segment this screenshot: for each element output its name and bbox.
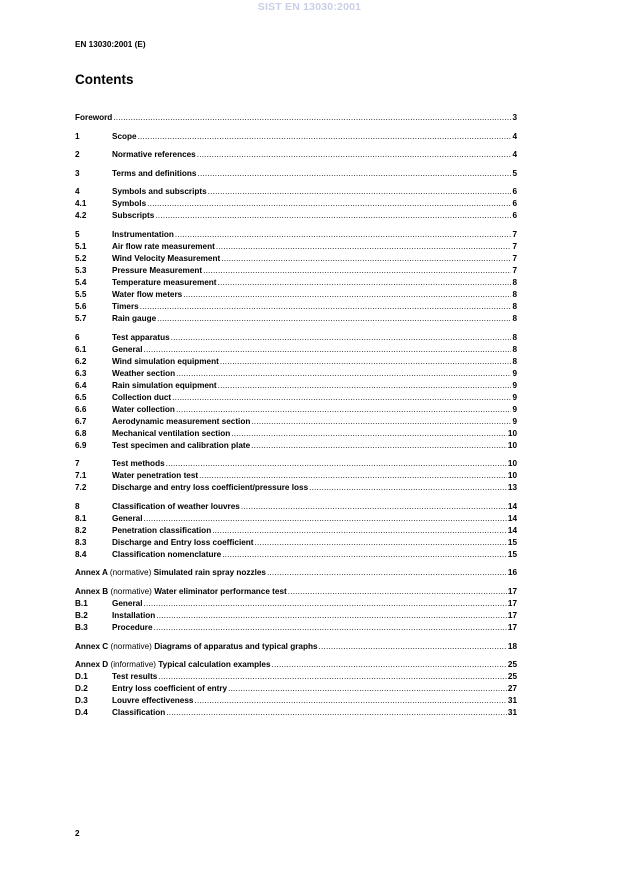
dot-leader <box>218 380 512 392</box>
toc-page-number: 9 <box>512 404 517 414</box>
document-id: EN 13030:2001 (E) <box>75 40 146 49</box>
toc-section-number: D.1 <box>75 672 88 682</box>
toc-entry-title: Normative references <box>112 150 196 160</box>
dot-leader <box>172 392 511 404</box>
dot-leader <box>203 265 511 277</box>
dot-leader <box>221 253 511 265</box>
table-of-contents <box>75 112 517 719</box>
toc-annex-note: (normative) <box>110 641 152 651</box>
toc-page-number: 13 <box>507 483 517 493</box>
toc-entry[interactable] <box>75 641 517 653</box>
page-title: Contents <box>75 72 134 87</box>
toc-page-number: 6 <box>512 199 517 209</box>
toc-section-number: 6.3 <box>75 368 87 378</box>
toc-page-number: 10 <box>507 440 517 450</box>
dot-leader <box>194 695 506 707</box>
toc-page-number: 10 <box>507 471 517 481</box>
toc-page-number: 8 <box>512 277 517 287</box>
dot-leader <box>267 567 507 579</box>
dot-leader <box>216 241 512 253</box>
dot-leader <box>208 186 512 198</box>
toc-entry[interactable] <box>75 671 517 683</box>
toc-entry[interactable] <box>75 549 517 561</box>
toc-page-number: 10 <box>507 428 517 438</box>
toc-entry[interactable] <box>75 356 517 368</box>
dot-leader <box>140 301 512 313</box>
toc-section-number: 6.9 <box>75 440 87 450</box>
toc-section-title: Foreword <box>75 113 113 122</box>
toc-entry[interactable] <box>75 586 517 598</box>
toc-section-number: 5.2 <box>75 253 87 263</box>
toc-entry-title: Symbols <box>112 199 147 209</box>
toc-page-number: 7 <box>512 229 517 239</box>
toc-section-number: 7.1 <box>75 471 87 481</box>
toc-section-number: 2 <box>75 150 80 160</box>
toc-entry[interactable] <box>75 598 517 610</box>
toc-entry[interactable] <box>75 198 517 210</box>
toc-entry[interactable] <box>75 332 517 344</box>
toc-page-number: 17 <box>507 598 517 608</box>
toc-section-number: 6.7 <box>75 416 87 426</box>
toc-page-number: 4 <box>512 131 517 141</box>
toc-section-number: 7.2 <box>75 483 87 493</box>
toc-section-number: 8.1 <box>75 513 87 523</box>
dot-leader <box>251 416 511 428</box>
toc-section-number: 5.6 <box>75 301 87 311</box>
toc-annex-label: Annex B <box>75 586 109 596</box>
toc-entry[interactable] <box>75 253 517 265</box>
dot-leader <box>222 549 507 561</box>
toc-entry-title: Terms and definitions <box>112 168 197 178</box>
toc-page-number: 5 <box>512 168 517 178</box>
toc-entry-title: Test methods <box>112 459 165 469</box>
toc-section-number: 5.7 <box>75 313 87 323</box>
toc-page-number: 8 <box>512 301 517 311</box>
toc-entry-title: General <box>112 598 143 608</box>
toc-entry[interactable] <box>75 313 517 325</box>
toc-entry-title: Wind simulation equipment <box>112 356 219 366</box>
toc-entry-title: Classification of weather louvres <box>112 501 240 511</box>
toc-page-number: 8 <box>512 289 517 299</box>
dot-leader <box>144 598 507 610</box>
dot-leader <box>251 440 507 452</box>
toc-page-number: 8 <box>512 313 517 323</box>
toc-page-number: 8 <box>512 356 517 366</box>
toc-entry[interactable] <box>75 440 517 452</box>
toc-annex-title: Simulated rain spray nozzles <box>153 568 266 578</box>
toc-page-number: 17 <box>507 610 517 620</box>
toc-page-number: 8 <box>512 332 517 342</box>
dot-leader <box>218 277 512 289</box>
toc-section-number: 6.1 <box>75 344 87 354</box>
toc-page-number: 7 <box>512 253 517 263</box>
dot-leader <box>175 229 512 241</box>
toc-entry[interactable] <box>75 683 517 695</box>
toc-annex-label: Annex A <box>75 568 108 578</box>
toc-entry[interactable] <box>75 537 517 549</box>
toc-entry-title <box>75 641 318 653</box>
dot-leader <box>158 671 507 683</box>
toc-section-number: D.2 <box>75 684 88 694</box>
toc-entry[interactable] <box>75 458 517 470</box>
toc-entry-title: Rain gauge <box>112 313 157 323</box>
toc-entry-title: Louvre effectiveness <box>112 696 194 706</box>
toc-section-number: B.3 <box>75 622 88 632</box>
toc-entry[interactable] <box>75 380 517 392</box>
toc-entry-title: Scope <box>112 131 137 141</box>
toc-entry-title: Subscripts <box>112 211 155 221</box>
dot-leader <box>147 198 511 210</box>
toc-entry-title: Water penetration test <box>112 471 199 481</box>
dot-leader <box>144 344 512 356</box>
toc-section-number: 6.6 <box>75 404 87 414</box>
toc-entry[interactable] <box>75 229 517 241</box>
toc-entry-title: Air flow rate measurement <box>112 241 215 251</box>
toc-entry-title: Entry loss coefficient of entry <box>112 684 228 694</box>
toc-entry[interactable] <box>75 707 517 719</box>
toc-entry-title: Penetration classification <box>112 525 212 535</box>
toc-section-number: B.1 <box>75 598 88 608</box>
toc-entry[interactable] <box>75 168 517 180</box>
toc-entry-title: Timers <box>112 301 139 311</box>
toc-entry-title: Test results <box>112 672 158 682</box>
toc-entry-title: Classification nomenclature <box>112 549 222 559</box>
toc-entry-title: Symbols and subscripts <box>112 187 207 197</box>
toc-entry-title: Discharge and entry loss coefficient/pressure loss <box>112 483 309 493</box>
toc-annex-label: Annex C <box>75 641 109 651</box>
toc-entry-title: Test apparatus <box>112 332 170 342</box>
toc-page-number: 31 <box>507 696 517 706</box>
toc-entry[interactable] <box>75 112 517 124</box>
watermark: SIST EN 13030:2001 <box>257 1 362 13</box>
toc-entry[interactable] <box>75 149 517 161</box>
dot-leader <box>154 622 507 634</box>
toc-entry[interactable] <box>75 277 517 289</box>
toc-section-number: 1 <box>75 131 80 141</box>
toc-entry-title: Installation <box>112 610 156 620</box>
toc-annex-note: (normative) <box>109 568 152 578</box>
toc-annex-title: Typical calculation examples <box>158 660 271 670</box>
dot-leader <box>255 537 507 549</box>
toc-entry[interactable] <box>75 610 517 622</box>
toc-page-number: 7 <box>512 241 517 251</box>
toc-annex-title: Water eliminator performance test <box>154 586 287 596</box>
dot-leader <box>231 428 507 440</box>
toc-entry[interactable] <box>75 404 517 416</box>
toc-page-number: 25 <box>507 672 517 682</box>
dot-leader <box>197 149 512 161</box>
toc-page-number: 14 <box>507 501 517 511</box>
toc-section-number: 4 <box>75 187 80 197</box>
dot-leader <box>241 501 507 513</box>
dot-leader <box>319 641 507 653</box>
toc-page-number: 31 <box>507 708 517 718</box>
toc-section-number: D.4 <box>75 708 88 718</box>
toc-entry[interactable] <box>75 482 517 494</box>
toc-page-number: 14 <box>507 513 517 523</box>
toc-entry-title: Instrumentation <box>112 229 174 239</box>
toc-section-number: 8.4 <box>75 549 87 559</box>
toc-section-number: 5.5 <box>75 289 87 299</box>
toc-section-number: B.2 <box>75 610 88 620</box>
toc-entry[interactable] <box>75 695 517 707</box>
dot-leader <box>138 131 512 143</box>
toc-page-number: 6 <box>512 211 517 221</box>
toc-entry[interactable] <box>75 186 517 198</box>
dot-leader <box>144 513 507 525</box>
dot-leader <box>155 210 511 222</box>
toc-section-number: 5.4 <box>75 277 87 287</box>
toc-entry[interactable] <box>75 368 517 380</box>
toc-section-number: 4.2 <box>75 211 87 221</box>
toc-page-number: 9 <box>512 416 517 426</box>
toc-entry[interactable] <box>75 470 517 482</box>
toc-entry-title <box>75 567 266 579</box>
toc-entry-title: Aerodynamic measurement section <box>112 416 251 426</box>
toc-entry[interactable] <box>75 210 517 222</box>
toc-page-number: 15 <box>507 549 517 559</box>
toc-entry-title: General <box>112 344 143 354</box>
toc-entry[interactable] <box>75 567 517 579</box>
toc-entry-title: Collection duct <box>112 392 172 402</box>
toc-page-number: 10 <box>507 459 517 469</box>
toc-page-number: 16 <box>507 568 517 578</box>
toc-entry-title: Classification <box>112 708 166 718</box>
toc-entry-title: Water collection <box>112 404 175 414</box>
toc-entry-title: Weather section <box>112 368 176 378</box>
toc-page-number: 18 <box>507 641 517 651</box>
toc-page-number: 25 <box>507 660 517 670</box>
toc-page-number: 17 <box>507 622 517 632</box>
toc-page-number: 9 <box>512 368 517 378</box>
dot-leader <box>166 707 507 719</box>
toc-section-number: 6.2 <box>75 356 87 366</box>
toc-entry-title: Test specimen and calibration plate <box>112 440 251 450</box>
toc-section-number: 5.1 <box>75 241 87 251</box>
toc-page-number: 27 <box>507 684 517 694</box>
toc-section-number: 6.4 <box>75 380 87 390</box>
toc-section-number: 3 <box>75 168 80 178</box>
toc-entry[interactable] <box>75 344 517 356</box>
toc-entry[interactable] <box>75 289 517 301</box>
toc-annex-note: (informative) <box>110 660 156 670</box>
dot-leader <box>309 482 507 494</box>
toc-section-number: 6.5 <box>75 392 87 402</box>
dot-leader <box>113 112 511 124</box>
dot-leader <box>228 683 507 695</box>
toc-section-number: 6 <box>75 332 80 342</box>
toc-entry[interactable] <box>75 513 517 525</box>
toc-entry-title: Temperature measurement <box>112 277 217 287</box>
toc-entry[interactable] <box>75 501 517 513</box>
toc-entry-title: Water flow meters <box>112 289 183 299</box>
dot-leader <box>199 470 507 482</box>
toc-section-number: 5 <box>75 229 80 239</box>
toc-annex-title: Diagrams of apparatus and typical graphs <box>154 641 318 651</box>
toc-section-number: 6.8 <box>75 428 87 438</box>
toc-entry-title: General <box>112 513 143 523</box>
toc-entry[interactable] <box>75 659 517 671</box>
toc-entry[interactable] <box>75 265 517 277</box>
toc-page-number: 15 <box>507 537 517 547</box>
toc-entry[interactable] <box>75 428 517 440</box>
dot-leader <box>183 289 511 301</box>
toc-entry-title <box>75 112 112 124</box>
toc-entry-title: Mechanical ventilation section <box>112 428 231 438</box>
toc-entry[interactable] <box>75 525 517 537</box>
toc-section-number: 8.3 <box>75 537 87 547</box>
toc-entry[interactable] <box>75 241 517 253</box>
toc-annex-label: Annex D <box>75 660 109 670</box>
toc-page-number: 4 <box>512 150 517 160</box>
page-number: 2 <box>75 829 80 838</box>
toc-page-number: 3 <box>512 113 517 122</box>
toc-section-number: 7 <box>75 459 80 469</box>
toc-section-number: 4.1 <box>75 199 87 209</box>
dot-leader <box>272 659 507 671</box>
toc-entry[interactable] <box>75 131 517 143</box>
toc-entry-title <box>75 586 287 598</box>
dot-leader <box>220 356 512 368</box>
toc-section-number: 8.2 <box>75 525 87 535</box>
toc-entry-title: Wind Velocity Measurement <box>112 253 221 263</box>
toc-entry-title: Rain simulation equipment <box>112 380 217 390</box>
toc-page-number: 14 <box>507 525 517 535</box>
dot-leader <box>171 332 512 344</box>
toc-entry-title: Pressure Measurement <box>112 265 203 275</box>
toc-page-number: 8 <box>512 344 517 354</box>
toc-page-number: 7 <box>512 265 517 275</box>
toc-page-number: 6 <box>512 187 517 197</box>
toc-entry-title: Procedure <box>112 622 153 632</box>
toc-section-number: 8 <box>75 501 80 511</box>
toc-section-number: D.3 <box>75 696 88 706</box>
toc-page-number: 9 <box>512 392 517 402</box>
toc-section-number: 5.3 <box>75 265 87 275</box>
dot-leader <box>157 313 511 325</box>
toc-entry-title: Discharge and Entry loss coefficient <box>112 537 254 547</box>
dot-leader <box>288 586 507 598</box>
toc-entry[interactable] <box>75 301 517 313</box>
dot-leader <box>166 458 507 470</box>
dot-leader <box>176 404 512 416</box>
dot-leader <box>156 610 507 622</box>
toc-page-number: 9 <box>512 380 517 390</box>
dot-leader <box>176 368 511 380</box>
toc-page-number: 17 <box>507 586 517 596</box>
dot-leader <box>197 168 511 180</box>
toc-entry[interactable] <box>75 416 517 428</box>
toc-annex-note: (normative) <box>110 586 152 596</box>
toc-entry[interactable] <box>75 392 517 404</box>
toc-entry-title <box>75 659 271 671</box>
toc-entry[interactable] <box>75 622 517 634</box>
dot-leader <box>212 525 507 537</box>
